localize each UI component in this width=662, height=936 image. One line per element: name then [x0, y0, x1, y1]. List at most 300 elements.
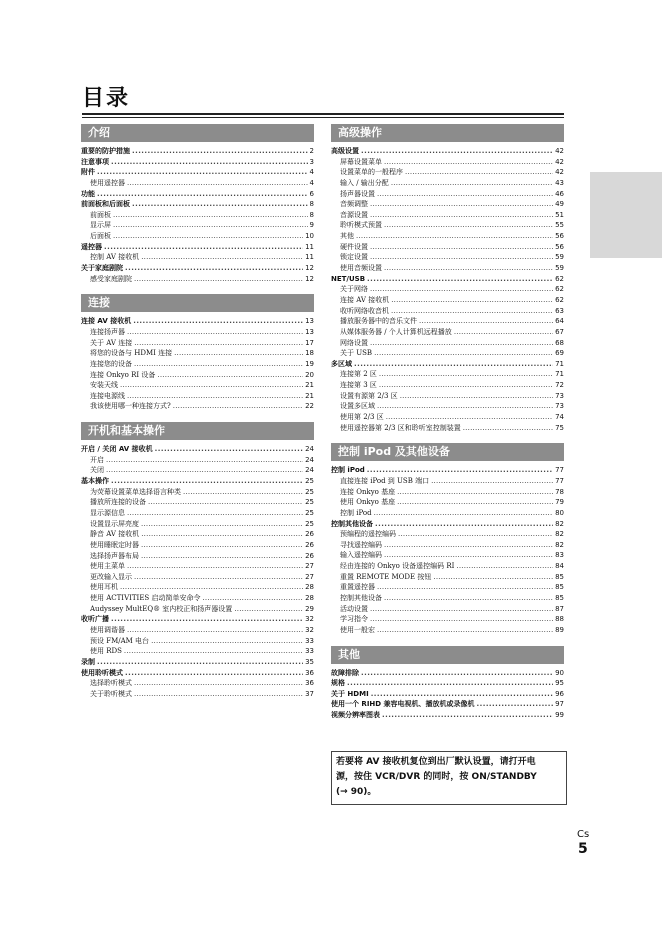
toc-entry[interactable]	[331, 359, 564, 370]
toc-entry-label: 预设 FM/AM 电台	[90, 636, 150, 645]
toc-entry[interactable]	[331, 284, 564, 295]
toc-entry-label: 多区域	[331, 359, 352, 368]
toc-entry-label: 重要的防护措施	[81, 147, 130, 155]
toc-leader-dots	[377, 625, 553, 636]
toc-entry[interactable]	[81, 646, 314, 657]
toc-leader-dots	[134, 689, 303, 700]
toc-entry[interactable]	[331, 146, 564, 157]
toc-leader-dots	[367, 274, 553, 285]
toc-entry-page: 9	[309, 221, 314, 230]
section-header-basic: 开机和基本操作	[81, 422, 314, 440]
toc-entry-page: 3	[309, 157, 314, 166]
toc-entry-page: 25	[305, 519, 314, 528]
toc-section	[331, 124, 564, 433]
toc-entry-page: 89	[555, 625, 564, 634]
toc-entry[interactable]	[81, 380, 314, 391]
toc-leader-dots	[370, 199, 553, 210]
toc-entry-label: 连接 Onkyo RI 设备	[90, 370, 156, 379]
toc-section	[331, 443, 564, 635]
toc-entry[interactable]	[331, 710, 564, 721]
toc-leader-dots	[375, 519, 553, 530]
toc-entry-page: 56	[555, 242, 564, 251]
toc-entry-page: 20	[305, 370, 314, 379]
toc-entry-label: 使用睡眠定时器	[90, 540, 139, 549]
toc-entry[interactable]	[81, 348, 314, 359]
toc-entry[interactable]	[81, 465, 314, 476]
toc-entry-label: 使用一个 RIHD 兼容电视机、播放机或录像机	[331, 700, 475, 709]
toc-entry-label: 使用音频设置	[340, 264, 382, 273]
toc-entry[interactable]	[331, 508, 564, 519]
toc-entry-label: 从媒体服务器 / 个人计算机远程播放	[340, 327, 452, 336]
toc-leader-dots	[97, 189, 308, 200]
toc-entry-page: 21	[305, 381, 314, 390]
toc-entry[interactable]	[331, 582, 564, 593]
toc-leader-dots	[157, 370, 303, 381]
toc-entry-page: 12	[305, 264, 314, 273]
toc-leader-dots	[384, 263, 553, 274]
toc-entry[interactable]	[331, 210, 564, 221]
toc-entry-page: 13	[305, 327, 314, 336]
toc-entry[interactable]	[81, 476, 314, 487]
note-line: (→ 90)。	[336, 787, 377, 797]
toc-entry-label: 关于家庭剧院	[81, 264, 123, 273]
toc-entry-page: 8	[309, 200, 314, 209]
toc-entry-label: 连接 Onkyo 基座	[340, 487, 396, 496]
toc-entry[interactable]	[331, 348, 564, 359]
toc-entry-label: 使用调谐器	[90, 625, 125, 634]
toc-entry[interactable]	[331, 189, 564, 200]
toc-entry[interactable]	[331, 178, 564, 189]
toc-leader-dots	[398, 529, 553, 540]
toc-entry[interactable]	[81, 220, 314, 231]
toc-entry[interactable]	[331, 625, 564, 636]
toc-entry-page: 78	[555, 487, 564, 496]
toc-leader-dots	[173, 401, 303, 412]
toc-entry-label: 前面板和后面板	[81, 200, 130, 209]
toc-entry-page: 32	[305, 625, 314, 634]
toc-entry-label: 连接第 2 区	[340, 370, 377, 379]
toc-entry-label: 更改输入显示	[90, 572, 132, 581]
toc-entry[interactable]	[81, 327, 314, 338]
toc-leader-dots	[125, 263, 303, 274]
toc-entry-label: 静音 AV 接收机	[90, 530, 140, 539]
toc-entry-label: 显示源信息	[90, 508, 125, 517]
toc-leader-dots	[134, 572, 303, 583]
toc-entry-label: 后面板	[90, 232, 111, 241]
section-header-intro: 介绍	[81, 124, 314, 142]
toc-entry[interactable]	[331, 497, 564, 508]
toc-leader-dots	[419, 316, 553, 327]
toc-entry-page: 12	[305, 274, 314, 283]
toc-entry[interactable]	[81, 178, 314, 189]
toc-leader-dots	[113, 210, 308, 221]
toc-entry[interactable]	[81, 689, 314, 700]
toc-entry-label: 规格	[331, 679, 345, 688]
toc-section	[81, 124, 314, 284]
toc-leader-dots	[174, 348, 303, 359]
toc-entry-page: 27	[305, 562, 314, 571]
toc-entry-page: 72	[555, 381, 564, 390]
toc-entry[interactable]	[331, 157, 564, 168]
toc-entry[interactable]	[331, 295, 564, 306]
section-header-other: 其他	[331, 646, 564, 664]
toc-entry-page: 24	[305, 445, 314, 454]
toc-entry[interactable]	[81, 157, 314, 168]
toc-entry[interactable]	[81, 561, 314, 572]
toc-leader-dots	[97, 167, 308, 178]
toc-entry-page: 32	[305, 615, 314, 624]
toc-leader-dots	[141, 540, 303, 551]
toc-entry[interactable]	[331, 476, 564, 487]
toc-entry-page: 8	[309, 210, 314, 219]
toc-leader-dots	[391, 178, 553, 189]
toc-entry-page: 74	[555, 413, 564, 422]
toc-entry[interactable]	[331, 561, 564, 572]
toc-entry-page: 85	[555, 593, 564, 602]
toc-entry-page: 90	[555, 668, 564, 677]
toc-entry-page: 96	[555, 689, 564, 698]
toc-entry[interactable]	[81, 572, 314, 583]
toc-leader-dots	[370, 210, 553, 221]
toc-entry[interactable]	[331, 401, 564, 412]
toc-entry-page: 67	[555, 327, 564, 336]
toc-entry[interactable]	[331, 327, 564, 338]
toc-entry-page: 59	[555, 253, 564, 262]
toc-entry-page: 82	[555, 530, 564, 539]
toc-leader-dots	[397, 487, 553, 498]
toc-entry-label: 设置显示屏亮度	[90, 519, 139, 528]
toc-entry[interactable]	[331, 316, 564, 327]
toc-entry[interactable]	[331, 540, 564, 551]
toc-leader-dots	[433, 572, 553, 583]
toc-entry-label: Audyssey MultEQ® 室内校正和扬声器设置	[90, 604, 233, 613]
toc-entry-label: 连接您的设备	[90, 359, 132, 368]
toc-entry-label: 设置菜单的一般程序	[340, 168, 403, 177]
toc-entry[interactable]	[81, 231, 314, 242]
toc-entry-label: 直接连接 iPod 到 USB 端口	[340, 476, 430, 485]
toc-entry-label: 连接电源线	[90, 391, 125, 400]
toc-entry-page: 22	[305, 402, 314, 411]
toc-leader-dots	[155, 444, 303, 455]
toc-leader-dots	[132, 199, 308, 210]
toc-section	[331, 646, 564, 721]
toc-entry[interactable]	[81, 391, 314, 402]
toc-entry[interactable]	[331, 167, 564, 178]
toc-entry-page: 25	[305, 477, 314, 486]
toc-entry[interactable]	[81, 614, 314, 625]
toc-entry-label: 高级设置	[331, 147, 359, 155]
toc-entry[interactable]	[331, 369, 564, 380]
toc-leader-dots	[384, 540, 553, 551]
toc-entry[interactable]	[331, 465, 564, 476]
toc-leader-dots	[111, 614, 303, 625]
toc-entry-label: 使用遥控器第 2/3 区和聆听室控制装置	[340, 423, 461, 432]
toc-entry[interactable]	[331, 423, 564, 434]
toc-entry-page: 26	[305, 540, 314, 549]
toc-entry-label: 关于网络	[340, 285, 368, 294]
toc-entry[interactable]	[331, 550, 564, 561]
toc-leader-dots	[125, 668, 303, 679]
page-number: 5	[578, 841, 588, 857]
toc-entry[interactable]	[81, 316, 314, 327]
toc-entry-label: 我该使用哪一种连接方式?	[90, 402, 171, 411]
toc-entry[interactable]	[81, 274, 314, 285]
toc-leader-dots	[370, 338, 553, 349]
toc-entry-page: 55	[555, 221, 564, 230]
toc-column-left	[81, 124, 314, 699]
toc-entry-page: 80	[555, 508, 564, 517]
toc-entry[interactable]	[331, 199, 564, 210]
toc-entry[interactable]	[81, 519, 314, 530]
toc-entry-label: 重置 REMOTE MODE 按钮	[340, 572, 432, 581]
toc-leader-dots	[379, 369, 553, 380]
toc-leader-dots	[127, 625, 303, 636]
toc-entry-label: 使用一般宏	[340, 625, 375, 634]
toc-entry-page: 13	[305, 317, 314, 326]
toc-leader-dots	[384, 220, 553, 231]
toc-entry-page: 85	[555, 583, 564, 592]
toc-entry[interactable]	[81, 551, 314, 562]
toc-entry-label: 安装天线	[90, 381, 118, 390]
language-code: Cs	[577, 829, 590, 840]
toc-leader-dots	[371, 689, 553, 700]
toc-leader-dots	[400, 391, 553, 402]
toc-entry[interactable]	[81, 444, 314, 455]
toc-leader-dots	[127, 561, 303, 572]
toc-entry[interactable]	[331, 263, 564, 274]
toc-entry[interactable]	[331, 380, 564, 391]
toc-leader-dots	[120, 582, 303, 593]
toc-entry[interactable]	[331, 231, 564, 242]
toc-entry[interactable]	[331, 519, 564, 530]
toc-leader-dots	[127, 391, 303, 402]
toc-entry-page: 37	[305, 689, 314, 698]
toc-leader-dots	[141, 519, 303, 530]
toc-entry-page: 83	[555, 551, 564, 560]
toc-entry[interactable]	[81, 263, 314, 274]
toc-entry-label: 开启	[90, 455, 104, 464]
toc-leader-dots	[382, 710, 553, 721]
toc-entry[interactable]	[331, 338, 564, 349]
toc-entry-label: 连接 AV 接收机	[81, 317, 132, 326]
toc-entry[interactable]	[331, 274, 564, 285]
toc-leader-dots	[141, 252, 303, 263]
toc-entry[interactable]	[331, 668, 564, 679]
toc-leader-dots	[454, 327, 553, 338]
toc-entry-page: 2	[309, 147, 314, 155]
toc-entry-label: 屏幕设置菜单	[340, 157, 382, 166]
toc-entry-label: 注意事项	[81, 157, 109, 166]
toc-entry-label: 经由连接的 Onkyo 设备遥控编码 RI	[340, 562, 455, 571]
toc-entry-page: 26	[305, 551, 314, 560]
toc-entry-label: 控制其他设备	[340, 593, 382, 602]
toc-entry-label: 为荧幕设置菜单选择语言种类	[90, 487, 181, 496]
toc-leader-dots	[134, 274, 303, 285]
section-header-connect: 连接	[81, 294, 314, 312]
toc-entry-page: 71	[555, 359, 564, 368]
toc-entry-page: 27	[305, 572, 314, 581]
toc-entry[interactable]	[331, 593, 564, 604]
toc-leader-dots	[133, 316, 303, 327]
toc-leader-dots	[202, 593, 303, 604]
toc-leader-dots	[234, 604, 303, 615]
toc-entry-label: 选择聆听模式	[90, 679, 132, 688]
toc-entry[interactable]	[331, 412, 564, 423]
toc-entry[interactable]	[81, 657, 314, 668]
toc-entry[interactable]	[81, 625, 314, 636]
toc-entry[interactable]	[81, 668, 314, 679]
toc-entry-label: 聆听模式预置	[340, 221, 382, 230]
toc-entry[interactable]	[331, 689, 564, 700]
toc-entry[interactable]	[81, 242, 314, 253]
toc-entry[interactable]	[331, 529, 564, 540]
toc-entry-page: 11	[305, 253, 314, 262]
toc-entry-page: 4	[309, 168, 314, 177]
toc-entry[interactable]	[81, 593, 314, 604]
toc-entry[interactable]	[81, 508, 314, 519]
toc-entry-label: 其他	[340, 232, 354, 241]
toc-entry-label: 播放所连接的设备	[90, 498, 146, 507]
toc-leader-dots	[106, 465, 303, 476]
toc-entry-page: 64	[555, 317, 564, 326]
toc-leader-dots	[183, 487, 303, 498]
toc-entry-page: 63	[555, 306, 564, 315]
toc-entry-label: 收听广播	[81, 615, 109, 624]
toc-entry[interactable]	[81, 359, 314, 370]
toc-entry[interactable]	[81, 146, 314, 157]
toc-entry[interactable]	[331, 604, 564, 615]
toc-entry-page: 25	[305, 498, 314, 507]
toc-entry[interactable]	[81, 199, 314, 210]
toc-leader-dots	[127, 508, 303, 519]
toc-leader-dots	[456, 561, 553, 572]
toc-leader-dots	[151, 636, 303, 647]
toc-leader-dots	[106, 455, 303, 466]
note-line: 若要将 AV 接收机复位到出厂默认设置，请打开电	[336, 757, 536, 767]
toc-entry-label: 附件	[81, 168, 95, 177]
toc-entry[interactable]	[331, 252, 564, 263]
page-title: 目录	[82, 86, 131, 111]
toc-entry-label: 连接 AV 接收机	[340, 295, 390, 304]
toc-entry-page: 25	[305, 487, 314, 496]
toc-leader-dots	[370, 284, 553, 295]
toc-leader-dots	[361, 146, 553, 157]
toc-entry-label: 使用 ACTIVITIES 启动简单安命令	[90, 594, 201, 603]
toc-leader-dots	[356, 231, 553, 242]
toc-entry-page: 19	[305, 359, 314, 368]
toc-entry-label: 设置有源第 2/3 区	[340, 391, 398, 400]
toc-leader-dots	[104, 242, 303, 253]
toc-entry[interactable]	[81, 604, 314, 615]
toc-entry[interactable]	[81, 678, 314, 689]
toc-leader-dots	[113, 220, 308, 231]
toc-leader-dots	[97, 657, 303, 668]
toc-entry[interactable]	[81, 540, 314, 551]
toc-entry-page: 36	[305, 668, 314, 677]
toc-leader-dots	[379, 380, 553, 391]
toc-entry[interactable]	[331, 220, 564, 231]
toc-leader-dots	[384, 157, 553, 168]
toc-entry[interactable]	[331, 306, 564, 317]
toc-entry-page: 95	[555, 679, 564, 688]
toc-entry[interactable]	[81, 252, 314, 263]
toc-entry[interactable]	[81, 487, 314, 498]
toc-entry-page: 24	[305, 466, 314, 475]
toc-entry-page: 18	[305, 349, 314, 358]
toc-leader-dots	[384, 550, 553, 561]
toc-entry[interactable]	[81, 167, 314, 178]
toc-entry-page: 88	[555, 615, 564, 624]
toc-leader-dots	[347, 678, 553, 689]
toc-entry-label: 硬件设置	[340, 242, 368, 251]
toc-entry[interactable]	[81, 338, 314, 349]
toc-entry-page: 75	[555, 423, 564, 432]
toc-entry-page: 28	[305, 594, 314, 603]
toc-entry-label: 扬声器设置	[340, 189, 375, 198]
toc-leader-dots	[111, 476, 303, 487]
toc-leader-dots	[377, 189, 553, 200]
toc-entry-page: 79	[555, 498, 564, 507]
toc-leader-dots	[134, 338, 303, 349]
toc-entry-page: 35	[305, 657, 314, 666]
toc-leader-dots	[477, 699, 554, 710]
toc-entry-page: 24	[305, 455, 314, 464]
toc-leader-dots	[386, 412, 553, 423]
toc-leader-dots	[367, 465, 553, 476]
toc-leader-dots	[354, 359, 553, 370]
toc-entry[interactable]	[331, 572, 564, 583]
toc-entry[interactable]	[81, 370, 314, 381]
toc-entry-label: 开启 / 关闭 AV 接收机	[81, 445, 153, 454]
toc-entry-page: 73	[555, 402, 564, 411]
side-tab-marker	[590, 172, 662, 258]
toc-entry[interactable]	[81, 582, 314, 593]
toc-entry-page: 46	[555, 189, 564, 198]
toc-entry-page: 56	[555, 232, 564, 241]
toc-entry[interactable]	[81, 497, 314, 508]
toc-leader-dots	[391, 306, 553, 317]
toc-entry-page: 25	[305, 508, 314, 517]
toc-entry-page: 82	[555, 519, 564, 528]
toc-entry-page: 36	[305, 679, 314, 688]
toc-entry[interactable]	[331, 487, 564, 498]
toc-entry[interactable]	[331, 699, 564, 710]
toc-leader-dots	[377, 582, 553, 593]
toc-entry-label: 关于 USB	[340, 349, 373, 358]
toc-entry[interactable]	[331, 391, 564, 402]
toc-entry[interactable]	[331, 614, 564, 625]
toc-entry-label: 使用主菜单	[90, 562, 125, 571]
toc-entry[interactable]	[81, 189, 314, 200]
toc-entry[interactable]	[81, 455, 314, 466]
toc-entry[interactable]	[81, 401, 314, 412]
toc-entry[interactable]	[81, 529, 314, 540]
toc-entry-page: 29	[305, 604, 314, 613]
toc-entry[interactable]	[331, 242, 564, 253]
toc-entry-page: 62	[555, 274, 564, 283]
toc-leader-dots	[374, 348, 553, 359]
toc-entry[interactable]	[81, 210, 314, 221]
toc-entry-label: 收听网络收音机	[340, 306, 389, 315]
toc-entry[interactable]	[331, 678, 564, 689]
toc-entry[interactable]	[81, 636, 314, 647]
section-header-ipod: 控制 iPod 及其他设备	[331, 443, 564, 461]
toc-entry-page: 59	[555, 264, 564, 273]
toc-entry-page: 42	[555, 147, 564, 155]
toc-leader-dots	[370, 614, 553, 625]
toc-entry-page: 87	[555, 604, 564, 613]
toc-entry-label: NET/USB	[331, 274, 366, 283]
